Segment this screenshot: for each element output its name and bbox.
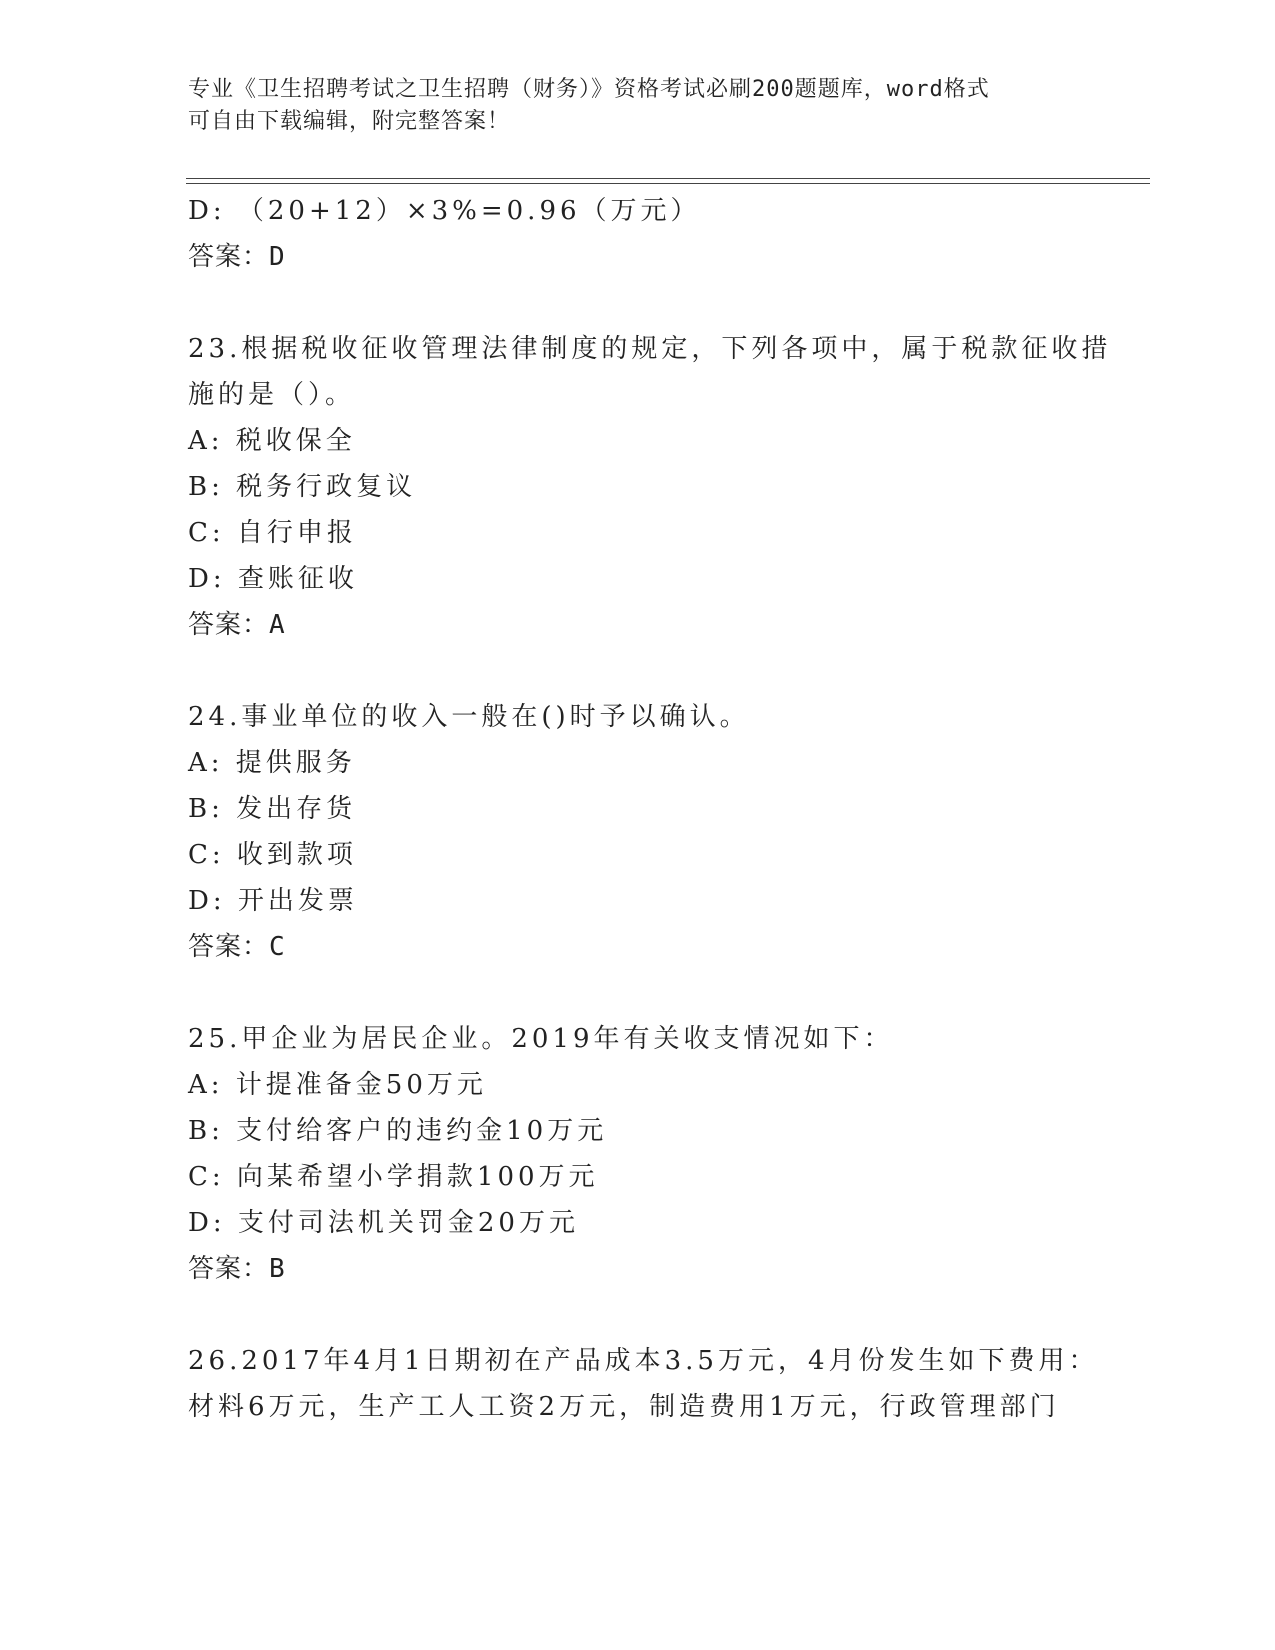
question-24 bbox=[188, 694, 1088, 970]
option-d: D: 支付司法机关罚金20万元 bbox=[188, 1208, 579, 1238]
question-26 bbox=[188, 1338, 1099, 1430]
question-stem: 24.事业单位的收入一般在()时予以确认。 bbox=[188, 702, 750, 732]
answer-line: 答案：D bbox=[188, 242, 286, 272]
option-d: D: （20+12）×3%=0.96（万元） bbox=[188, 196, 701, 226]
previous-question-tail bbox=[188, 188, 1088, 280]
option-c: C: 自行申报 bbox=[188, 518, 357, 548]
question-23 bbox=[188, 326, 1112, 648]
header-divider-bottom bbox=[186, 183, 1150, 184]
option-b: B: 支付给客户的违约金10万元 bbox=[188, 1116, 608, 1146]
option-a: A: 提供服务 bbox=[188, 748, 356, 778]
question-stem: 材料6万元，生产工人工资2万元，制造费用1万元，行政管理部门 bbox=[188, 1392, 1060, 1422]
spacer bbox=[188, 280, 1088, 326]
answer-line: 答案：C bbox=[188, 932, 286, 962]
question-stem: 23.根据税收征收管理法律制度的规定，下列各项中，属于税款征收措 bbox=[188, 334, 1112, 364]
header-line-2: 可自由下载编辑，附完整答案！ bbox=[188, 109, 511, 134]
option-d: D: 开出发票 bbox=[188, 886, 358, 916]
question-stem: 施的是（）。 bbox=[188, 380, 356, 410]
header-divider-top bbox=[186, 178, 1150, 179]
option-b: B: 税务行政复议 bbox=[188, 472, 417, 502]
answer-line: 答案：A bbox=[188, 610, 286, 640]
spacer bbox=[188, 1292, 1088, 1338]
document-header bbox=[188, 74, 1088, 138]
question-stem: 26.2017年4月1日期初在产品成本3.5万元，4月份发生如下费用： bbox=[188, 1346, 1099, 1376]
option-a: A: 税收保全 bbox=[188, 426, 356, 456]
option-c: C: 向某希望小学捐款100万元 bbox=[188, 1162, 599, 1192]
question-25 bbox=[188, 1016, 1088, 1292]
spacer bbox=[188, 648, 1088, 694]
spacer bbox=[188, 970, 1088, 1016]
header-line-1: 专业《卫生招聘考试之卫生招聘（财务）》资格考试必刷200题题库，word格式 bbox=[188, 77, 990, 102]
option-a: A: 计提准备金50万元 bbox=[188, 1070, 487, 1100]
option-c: C: 收到款项 bbox=[188, 840, 357, 870]
option-d: D: 查账征收 bbox=[188, 564, 358, 594]
answer-line: 答案：B bbox=[188, 1254, 286, 1284]
option-b: B: 发出存货 bbox=[188, 794, 357, 824]
document-body bbox=[188, 188, 1112, 1430]
question-stem: 25.甲企业为居民企业。2019年有关收支情况如下： bbox=[188, 1024, 894, 1054]
